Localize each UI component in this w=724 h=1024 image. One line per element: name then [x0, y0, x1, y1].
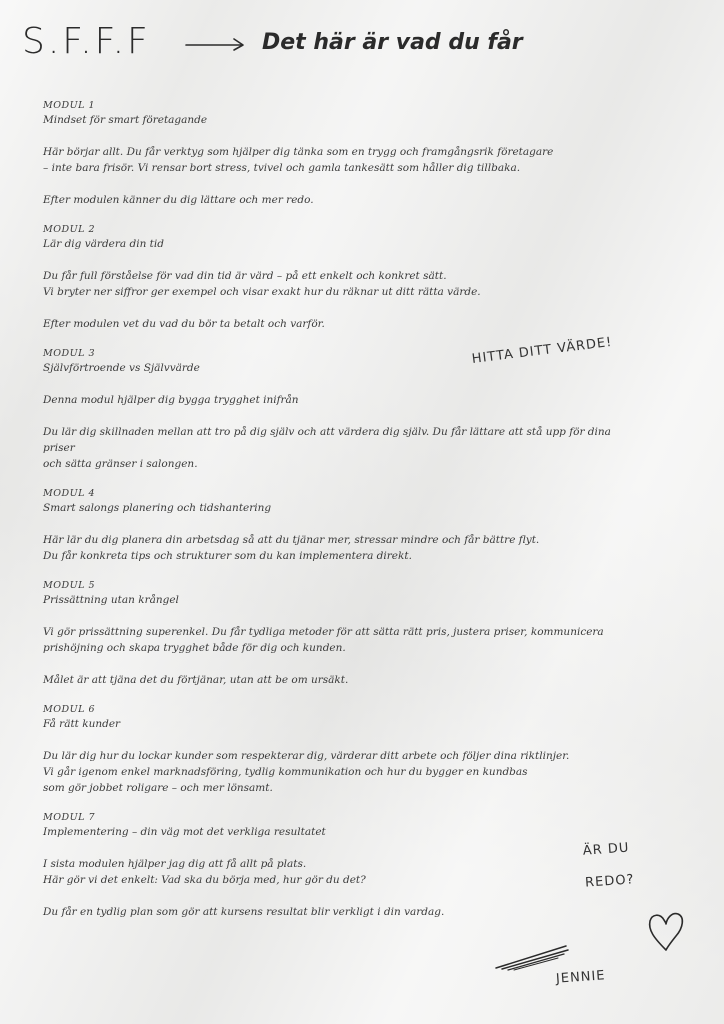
module-number: MODUL 6	[43, 704, 96, 715]
module-paragraph: Vi gör prissättning superenkel. Du får tydliga metoder för att sätta rätt pris, justera priser, kommunicera prishöjning och skapa trygghet både för dig och kunden.	[43, 626, 604, 654]
arrow-right-icon	[184, 36, 248, 52]
module-paragraph: Du får full förståelse för vad din tid är värd – på ett enkelt och konkret sätt. Vi bryter ner siffror ger exempel och visar exakt hur du räknar ut ditt rätta värde.	[43, 270, 481, 298]
module-paragraph: Du lär dig skillnaden mellan att tro på dig själv och att värdera dig själv. Du får lättare att stå upp för dina priser och sätta gränser i salongen.	[43, 426, 611, 470]
module-number: MODUL 4	[43, 488, 96, 499]
note-hitta-ditt-varde: HITTA DITT VÄRDE!	[471, 334, 614, 367]
module-7	[43, 812, 643, 920]
signature-scribble-icon	[492, 942, 572, 972]
module-paragraph: Målet är att tjäna det du förtjänar, utan att be om ursäkt.	[43, 674, 349, 686]
module-title: Smart salongs planering och tidshantering	[43, 502, 272, 514]
module-5	[43, 580, 643, 688]
module-title: Prissättning utan krångel	[43, 594, 179, 606]
note-ar-du-redo: ÄR DU REDO?	[582, 840, 635, 891]
module-paragraph: Du får en tydlig plan som gör att kursens resultat blir verkligt i din vardag.	[43, 906, 445, 918]
module-number: MODUL 5	[43, 580, 96, 591]
module-paragraph: Här lär du dig planera din arbetsdag så att du tjänar mer, stressar mindre och får bättre flyt. Du får konkreta tips och strukturer som du kan implementera direkt.	[43, 534, 540, 562]
module-6	[43, 704, 643, 796]
module-2	[43, 224, 643, 332]
module-paragraph: Du lär dig hur du lockar kunder som respekterar dig, värderar ditt arbete och följer dina riktlinjer. Vi går igenom enkel marknadsföring, tydlig kommunikation och hur du bygger en kundbas som gör jobbet roligare – och mer lönsamt.	[43, 750, 570, 794]
module-title: Lär dig värdera din tid	[43, 238, 164, 250]
module-title: Mindset för smart företagande	[43, 114, 208, 126]
brand-title: S.F.F.F	[22, 21, 151, 62]
module-paragraph: Här börjar allt. Du får verktyg som hjälper dig tänka som en trygg och framgångsrik företagare – inte bara frisör. Vi rensar bort stress, tvivel och gamla tankesätt som håller dig tillbaka.	[43, 146, 554, 174]
module-paragraph: Denna modul hjälper dig bygga trygghet inifrån	[43, 394, 299, 406]
module-paragraph: I sista modulen hjälper jag dig att få allt på plats. Här gör vi det enkelt: Vad ska du börja med, hur gör du det?	[43, 858, 366, 886]
heart-icon	[646, 910, 686, 954]
module-number: MODUL 2	[43, 224, 96, 235]
module-4	[43, 488, 643, 564]
module-title: Implementering – din väg mot det verkliga resultatet	[43, 826, 326, 838]
page-subtitle: Det här är vad du får	[262, 30, 523, 55]
module-number: MODUL 7	[43, 812, 96, 823]
signature-name: JENNIE	[555, 968, 607, 987]
module-paragraph: Efter modulen känner du dig lättare och mer redo.	[43, 194, 314, 206]
module-title: Självförtroende vs Självvärde	[43, 362, 200, 374]
module-list	[43, 100, 643, 936]
module-paragraph: Efter modulen vet du vad du bör ta betalt och varför.	[43, 318, 325, 330]
module-3	[43, 348, 643, 472]
module-title: Få rätt kunder	[43, 718, 121, 730]
module-1	[43, 100, 643, 208]
module-number: MODUL 1	[43, 100, 96, 111]
module-number: MODUL 3	[43, 348, 96, 359]
